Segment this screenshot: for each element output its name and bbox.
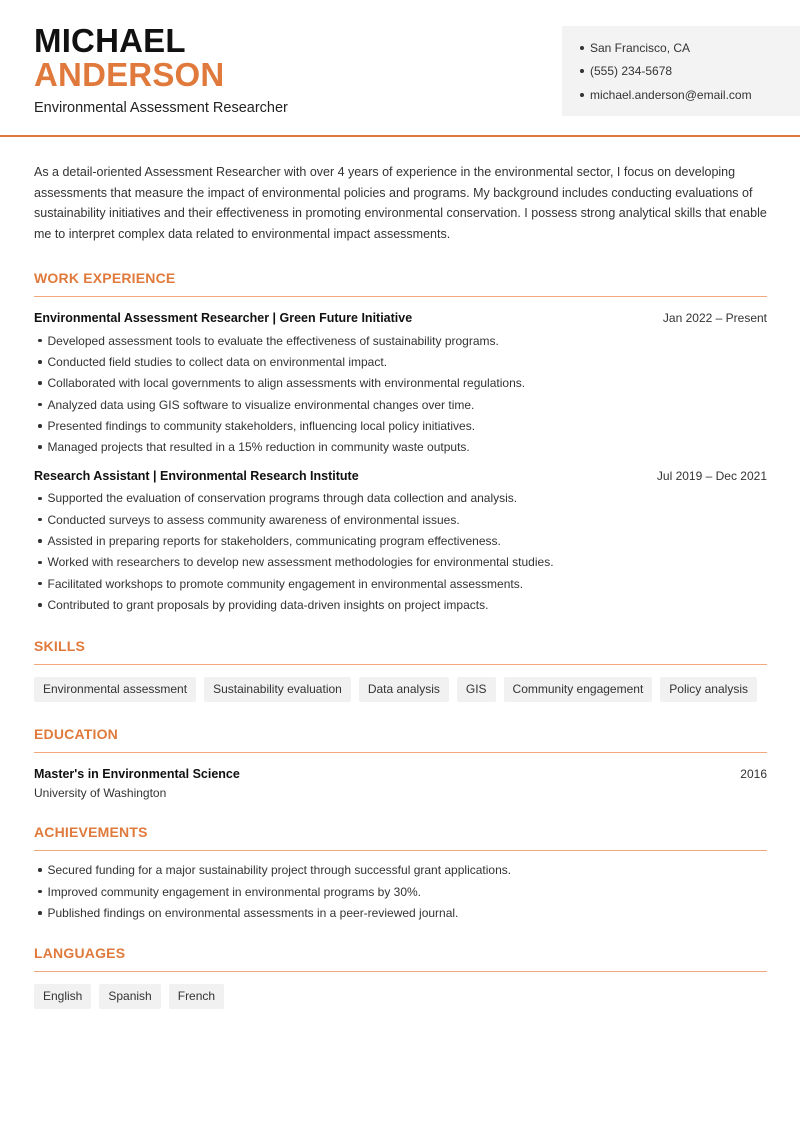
list-item-text: Supported the evaluation of conservation programs through data collection and analysis. [47, 491, 518, 506]
education-section [34, 726, 767, 800]
list-item [34, 573, 767, 594]
bullet-icon [38, 403, 42, 407]
contact-phone-text: (555) 234-5678 [590, 64, 673, 79]
section-divider [34, 971, 767, 972]
bullet-icon [580, 46, 584, 50]
bullet-icon [38, 339, 42, 343]
list-item [34, 351, 767, 372]
list-item-text: Collaborated with local governments to align assessments with environmental regulations. [47, 376, 526, 391]
achievement-list [34, 860, 767, 924]
bullet-icon [38, 561, 42, 565]
job-entry-title: Environmental Assessment Researcher | Green Future Initiative [34, 311, 413, 325]
list-item-text: Conducted field studies to collect data on environmental impact. [47, 354, 388, 369]
list-item-text: Facilitated workshops to promote community engagement in environmental assessments. [47, 576, 524, 591]
section-title-languages: LANGUAGES [34, 945, 126, 962]
section-divider [34, 296, 767, 297]
bullet-icon [38, 424, 42, 428]
list-item [34, 373, 767, 394]
skill-tag: Policy analysis [660, 677, 757, 702]
list-item [34, 394, 767, 415]
job-entry [34, 311, 767, 458]
job-bullets [34, 330, 767, 458]
summary-paragraph: As a detail-oriented Assessment Researcher with over 4 years of experience in the environmental sector, I focus on developing assessments that measure the impact of environmental policies and programs. My background includes conducting evaluations of sustainability initiatives and their effectiveness in promoting environmental conservation. I possess strong analytical skills that enable me to interpret complex data related to environmental impact assessments. [34, 165, 767, 241]
language-tags [34, 984, 767, 1009]
education-school: University of Washington [34, 785, 167, 800]
list-item-text: Contributed to grant proposals by providing data-driven insights on project impacts. [47, 597, 489, 612]
first-name: MICHAEL [34, 22, 186, 59]
list-item-text: Analyzed data using GIS software to visualize environmental changes over time. [47, 397, 475, 412]
achievements-section [34, 824, 767, 924]
job-entry-dates: Jul 2019 – Dec 2021 [656, 468, 767, 483]
bullet-icon [38, 911, 42, 915]
list-item-text: Improved community engagement in environmental programs by 30%. [47, 884, 422, 899]
education-degree: Master's in Environmental Science [34, 766, 240, 781]
list-item [34, 509, 767, 530]
bullet-icon [580, 93, 584, 97]
section-divider [34, 850, 767, 851]
last-name: ANDERSON [34, 56, 225, 93]
work-experience-section [34, 270, 767, 616]
job-bullets [34, 488, 767, 616]
list-item-text: Worked with researchers to develop new assessment methodologies for environmental studies. [47, 555, 554, 570]
language-tag: English [34, 984, 91, 1009]
resume-body [34, 162, 767, 1009]
list-item [34, 902, 767, 923]
section-divider [34, 664, 767, 665]
section-title-skills: SKILLS [34, 637, 85, 654]
contact-email-text: michael.anderson@email.com [590, 87, 752, 102]
education-year: 2016 [740, 766, 767, 781]
section-title-education: EDUCATION [34, 725, 118, 742]
section-title-achievements: ACHIEVEMENTS [34, 823, 148, 840]
bullet-icon [38, 497, 42, 501]
bullet-icon [38, 603, 42, 607]
skill-tag: Data analysis [359, 677, 449, 702]
list-item [34, 881, 767, 902]
contact-location [580, 36, 800, 60]
list-item-text: Conducted surveys to assess community awareness of environmental issues. [47, 512, 460, 527]
skill-tag: GIS [457, 677, 496, 702]
list-item [34, 330, 767, 351]
job-entry-dates: Jan 2022 – Present [662, 311, 767, 325]
section-title-work: WORK EXPERIENCE [34, 270, 176, 286]
bullet-icon [38, 445, 42, 449]
bullet-icon [38, 360, 42, 364]
list-item-text: Presented findings to community stakeholders, influencing local policy initiatives. [47, 418, 476, 433]
contact-phone [580, 60, 800, 84]
languages-section [34, 945, 767, 1009]
language-tag: French [169, 984, 224, 1009]
list-item-text: Managed projects that resulted in a 15% reduction in community waste outputs. [47, 440, 470, 455]
list-item-text: Developed assessment tools to evaluate the effectiveness of sustainability programs. [47, 333, 499, 348]
job-entry-title: Research Assistant | Environmental Research Institute [34, 468, 359, 483]
bullet-icon [38, 539, 42, 543]
list-item-text: Secured funding for a major sustainability project through successful grant applications. [47, 863, 512, 878]
language-tag: Spanish [99, 984, 160, 1009]
list-item [34, 436, 767, 457]
bullet-icon [38, 582, 42, 586]
skills-section [34, 638, 767, 702]
list-item-text: Published findings on environmental assessments in a peer-reviewed journal. [47, 905, 459, 920]
list-item [34, 552, 767, 573]
skill-tag: Community engagement [504, 677, 653, 702]
candidate-name [34, 24, 224, 92]
list-item [34, 488, 767, 509]
job-entry [34, 469, 767, 616]
bullet-icon [38, 890, 42, 894]
bullet-icon [38, 868, 42, 872]
contact-email [580, 83, 800, 107]
bullet-icon [38, 381, 42, 385]
contact-box [562, 26, 800, 116]
contact-location-text: San Francisco, CA [590, 40, 691, 55]
skill-tag: Environmental assessment [34, 677, 196, 702]
resume-header [0, 0, 800, 137]
bullet-icon [580, 69, 584, 73]
list-item [34, 415, 767, 436]
job-title: Environmental Assessment Researcher [34, 100, 288, 116]
bullet-icon [38, 518, 42, 522]
list-item [34, 530, 767, 551]
skill-tag: Sustainability evaluation [204, 677, 351, 702]
list-item [34, 860, 767, 881]
list-item [34, 594, 767, 615]
skill-tags [34, 677, 767, 702]
section-divider [34, 752, 767, 753]
list-item-text: Assisted in preparing reports for stakeholders, communicating program effectiveness. [47, 534, 501, 549]
